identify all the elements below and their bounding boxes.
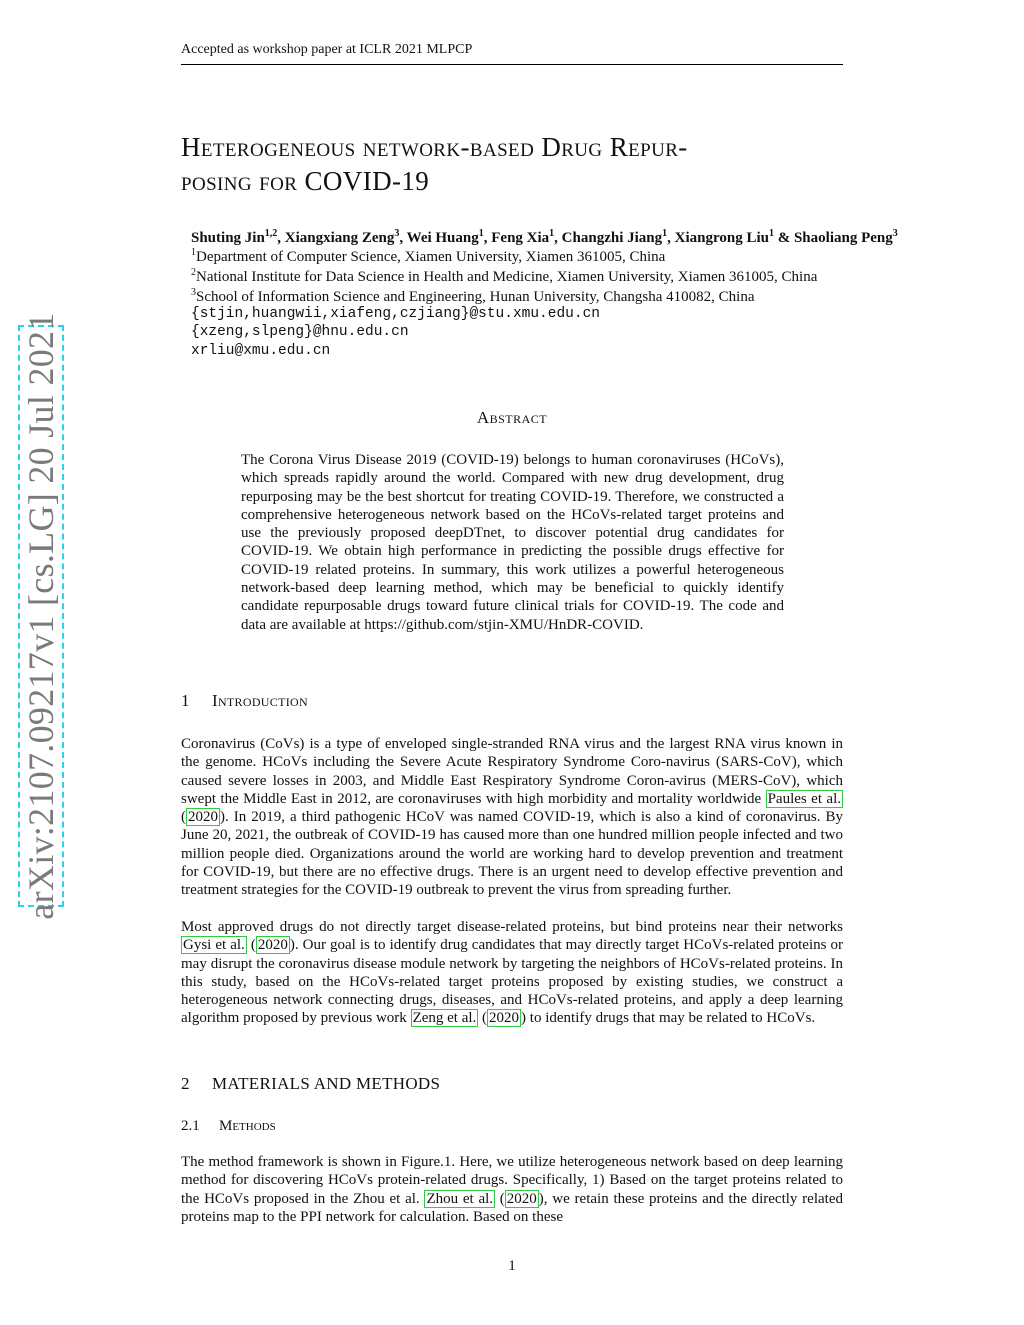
author: Wei Huang$^1$, — [406, 228, 492, 246]
email-1[interactable]: {stjin,huangwii,xiafeng,czjiang}@stu.xmu.edu.cn — [191, 306, 600, 322]
author: Shaoliang Peng$^3$ — [793, 228, 898, 246]
subsection-2-1-heading: 2.1 Methods — [181, 1118, 276, 1134]
affiliation-1: $^1$Department of Computer Science, Xiamen University, Xiamen 361005, China — [191, 247, 666, 265]
arxiv-stamp: arXiv:2107.09217v1 [cs.LG] 20 Jul 2021 — [21, 312, 61, 920]
abstract-text: The Corona Virus Disease 2019 (COVID-19) belongs to human coronaviruses (HCoVs), which spreads rapidly around the world. Compared with new drug development, drug repurposing may be the best shortcut for treating COVID-19. Therefore, we constructed a comprehensive heterogeneous network based on the HCoVs-related target proteins and use the previously proposed deepDTnet, to discover potential drug candidates for COVID-19. We obtain high performance in predicting the possible drugs effective for COVID-19 related proteins. In summary, this work utilizes a powerful heterogeneous network-based deep learning method, which may be beneficial to quickly identify candidate repurposable drugs toward future clinical trials for COVID-19. The code and data are available at https://github.com/stjin-XMU/HnDR-COVID. — [241, 452, 784, 633]
author: Changzhi Jiang$^1$, — [561, 228, 675, 246]
citation-link[interactable]: Paules et al. — [767, 790, 841, 807]
affiliation-3: $^3$School of Information Science and Engineering, Hunan University, Changsha 410082, China — [191, 287, 755, 305]
citation-link[interactable]: Zhou et al. — [426, 1190, 494, 1207]
title-line-2: posing for COVID-19 — [181, 166, 430, 196]
author: Xiangxiang Zeng$^3$, — [284, 228, 407, 246]
paper-title — [181, 130, 851, 198]
author-list — [191, 228, 991, 247]
intro-paragraph-1: Coronavirus (CoVs) is a type of enveloped single-stranded RNA virus and the largest RNA virus known in the genome. HCoVs including the Severe Acute Respiratory Syndrome Coro-navirus (SARS-CoV), which caused severe losses in 2003, and Middle East Respiratory Syndrome Coron-avirus (MERS-CoV), which swept the Middle East in 2012, are coronaviruses with high morbidity and mortality worldwide Paules et al. ( 2020 ). In 2019, a third pathogenic HCoV was named COVID-19, which is also a kind of coronavirus. By June 20, 2021, the outbreak of COVID-19 has caused more than one hundred million people infected and two million people died. Organizations around the world are working hard to develop prevention and treatment for COVID-19, but there are no effective drugs. There is an urgent need to develop effective prevention and treatment strategies for the COVID-19 outbreak to prevent the virus from spreading further. — [181, 736, 843, 899]
section-1-heading: 1 Introduction — [181, 691, 308, 710]
arxiv-stamp-box[interactable] — [18, 312, 64, 920]
intro-paragraph-2: Most approved drugs do not directly target disease-related proteins, but bind proteins near their networks Gysi et al. ( 2020 ). Our goal is to identify drug candidates that may directly target HCoVs-related proteins or may disrupt the coronavirus disease module network by targeting the neighbors of HCoVs-related proteins. In this study, based on the HCoVs-related target proteins proposed by existing studies, we construct a heterogeneous network connecting drugs, diseases, and HCoVs-related proteins, and apply a deep learning algorithm proposed by previous work Zeng et al. ( 2020 ) to identify drugs that may be related to HCoVs. — [181, 919, 843, 1027]
email-3[interactable]: xrliu@xmu.edu.cn — [191, 343, 331, 359]
citation-year-link[interactable]: 2020 — [489, 1010, 520, 1027]
title-line-1: Heterogeneous network-based Drug Repur- — [181, 132, 688, 162]
citation-link[interactable]: Gysi et al. — [183, 937, 245, 954]
citation-year-link[interactable]: 2020 — [188, 809, 218, 826]
header-rule — [181, 64, 843, 65]
running-header: Accepted as workshop paper at ICLR 2021 MLPCP — [181, 42, 473, 57]
page-number: 1 — [508, 1258, 516, 1274]
methods-paragraph-1: The method framework is shown in Figure.1. Here, we utilize heterogeneous network based on deep learning method for discovering HCoVs protein-related drugs. Specifically, 1) Based on the target proteins related to the HCoVs proposed in the Zhou et al. Zhou et al. ( 2020 ), we retain these proteins and the directly related proteins map to the PPI network for calculation. Based on these — [181, 1154, 843, 1225]
citation-link[interactable]: Zeng et al. — [412, 1010, 477, 1027]
author: Xiangrong Liu$^1$ & — [674, 228, 794, 246]
section-2-heading: 2 MATERIALS AND METHODS — [181, 1074, 441, 1093]
citation-year-link[interactable]: 2020 — [257, 937, 288, 954]
author: Shuting Jin$^{1,2}$, — [191, 228, 285, 246]
email-2[interactable]: {xzeng,slpeng}@hnu.edu.cn — [191, 324, 409, 340]
affiliation-2: $^2$National Institute for Data Science in Health and Medicine, Xiamen University, Xiamen 361005, China — [191, 267, 818, 285]
citation-year-link[interactable]: 2020 — [506, 1190, 537, 1207]
author: Feng Xia$^1$, — [491, 228, 562, 246]
abstract-heading: Abstract — [476, 408, 548, 427]
